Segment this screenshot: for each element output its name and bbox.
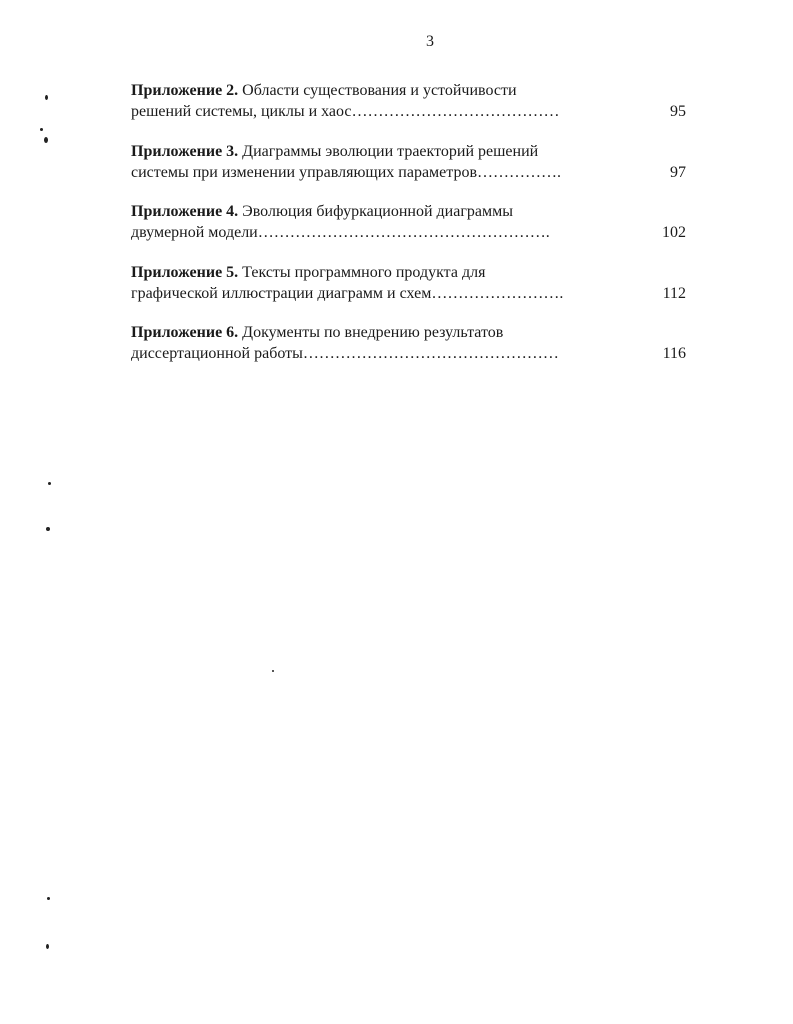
toc-entry-label: Приложение 3. xyxy=(131,142,239,160)
toc-entry-title: Тексты программного продукта для xyxy=(238,263,486,281)
toc-entry-title: Диаграммы эволюции траекторий решений xyxy=(238,142,539,160)
scan-speck xyxy=(46,527,50,531)
toc-entry-title-line xyxy=(131,262,686,283)
toc-entry-label: Приложение 4. xyxy=(131,203,239,220)
scan-speck xyxy=(44,137,48,143)
toc-entry-appendix-4 xyxy=(131,201,686,262)
toc-entry-title-continuation: решений системы, циклы и хаос………………………………… xyxy=(131,103,560,120)
toc-entry-title: Документы по внедрению результатов xyxy=(238,324,504,341)
scan-speck xyxy=(47,897,50,900)
scan-speck xyxy=(48,482,51,485)
toc-entry-title-line xyxy=(131,141,686,162)
page-number: 3 xyxy=(426,33,434,50)
scan-speck xyxy=(46,944,49,949)
toc-entry-title-line xyxy=(131,322,686,343)
toc-entry-appendix-2 xyxy=(131,80,686,141)
toc-entry-title-line xyxy=(131,201,686,222)
toc-entry-title: Области существования и устойчивости xyxy=(238,82,517,99)
toc-entry-appendix-5 xyxy=(131,262,686,323)
toc-entry-title-continuation: диссертационной работы………………………………………… xyxy=(131,345,559,362)
scan-speck xyxy=(45,95,48,100)
toc-entry-title-continuation: графической иллюстрации диаграмм и схем……………………. xyxy=(131,284,564,302)
toc-entry-appendix-6 xyxy=(131,322,686,383)
toc-entry-page-number: 116 xyxy=(662,345,686,362)
toc-entry-label: Приложение 6. xyxy=(131,324,239,341)
toc-entry-label: Приложение 2. xyxy=(131,82,239,99)
toc-entry-page-number: 95 xyxy=(670,103,686,120)
toc-entry-label: Приложение 5. xyxy=(131,263,239,281)
table-of-contents xyxy=(131,80,686,383)
toc-entry-title-line xyxy=(131,80,686,101)
toc-entry-page-number: 97 xyxy=(670,163,686,181)
scan-speck xyxy=(40,128,43,131)
toc-entry-title-continuation: двумерной модели………………………………………………. xyxy=(131,224,550,241)
toc-entry-title-continuation: системы при изменении управляющих параметров……………. xyxy=(131,163,562,181)
toc-entry-title: Эволюция бифуркационной диаграммы xyxy=(238,203,513,220)
toc-entry-page-number: 112 xyxy=(662,284,686,302)
toc-entry-page-number: 102 xyxy=(662,224,686,241)
toc-entry-appendix-3 xyxy=(131,141,686,202)
scan-speck xyxy=(272,670,274,672)
